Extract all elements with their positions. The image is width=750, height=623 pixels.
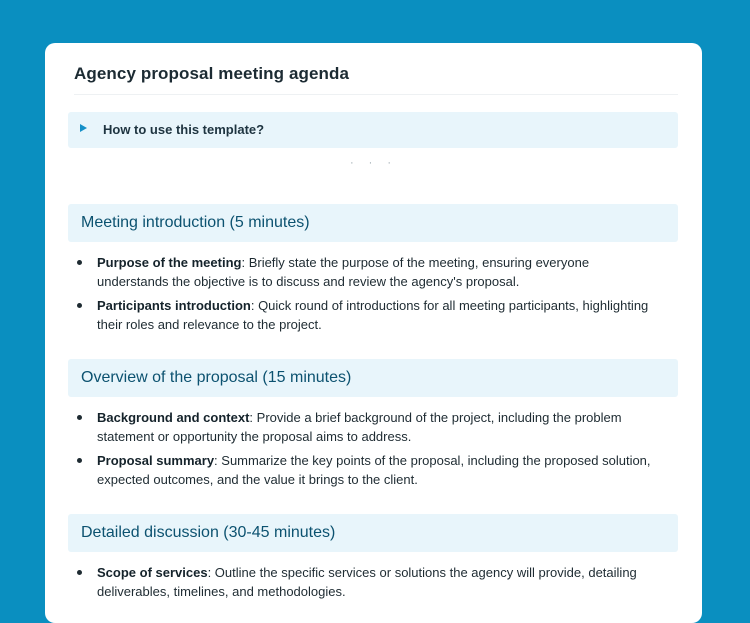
section-heading-meeting-introduction bbox=[68, 204, 678, 242]
section-bullet-list bbox=[75, 408, 662, 494]
more-ellipsis-icon: · · · bbox=[349, 157, 398, 169]
list-item-text: : Summarize the key points of the proposal, including the proposed solution, expected outcomes, and the value it brings to the client. bbox=[97, 453, 651, 487]
section-heading-text: Meeting introduction (5 minutes) bbox=[81, 214, 310, 231]
list-item bbox=[75, 563, 662, 601]
list-item-text: : Provide a brief background of the project, including the problem statement or opportunity the proposal aims to address. bbox=[97, 410, 622, 444]
title-divider bbox=[74, 94, 678, 95]
list-item-term: Purpose of the meeting bbox=[97, 255, 242, 270]
page-title: Agency proposal meeting agenda bbox=[74, 64, 350, 83]
list-item-term: Proposal summary bbox=[97, 453, 215, 468]
list-item-text: : Briefly state the purpose of the meeting, ensuring everyone understands the objective is to discuss and review the agency's proposal. bbox=[97, 255, 590, 289]
list-item bbox=[75, 296, 662, 334]
section-bullet-list bbox=[75, 563, 662, 606]
list-item bbox=[75, 253, 662, 291]
section-heading-overview-of-proposal bbox=[68, 359, 678, 397]
how-to-use-expand[interactable] bbox=[68, 112, 678, 148]
list-item bbox=[75, 408, 662, 446]
section-bullet-list bbox=[75, 253, 662, 339]
list-item-term: Participants introduction bbox=[97, 298, 251, 313]
section-heading-detailed-discussion bbox=[68, 514, 678, 552]
list-item-term: Scope of services bbox=[97, 565, 208, 580]
expand-label: How to use this template? bbox=[103, 122, 265, 137]
list-item-text: : Quick round of introductions for all meeting participants, highlighting their roles and relevance to the project. bbox=[97, 298, 649, 332]
document-card bbox=[45, 43, 702, 623]
section-heading-text: Overview of the proposal (15 minutes) bbox=[81, 369, 352, 386]
list-item bbox=[75, 451, 662, 489]
expand-triangle-icon[interactable] bbox=[80, 124, 87, 132]
section-heading-text: Detailed discussion (30-45 minutes) bbox=[81, 524, 336, 541]
list-item-term: Background and context bbox=[97, 410, 250, 425]
list-item-text: : Outline the specific services or solutions the agency will provide, detailing deliverables, timelines, and methodologies. bbox=[97, 565, 637, 599]
